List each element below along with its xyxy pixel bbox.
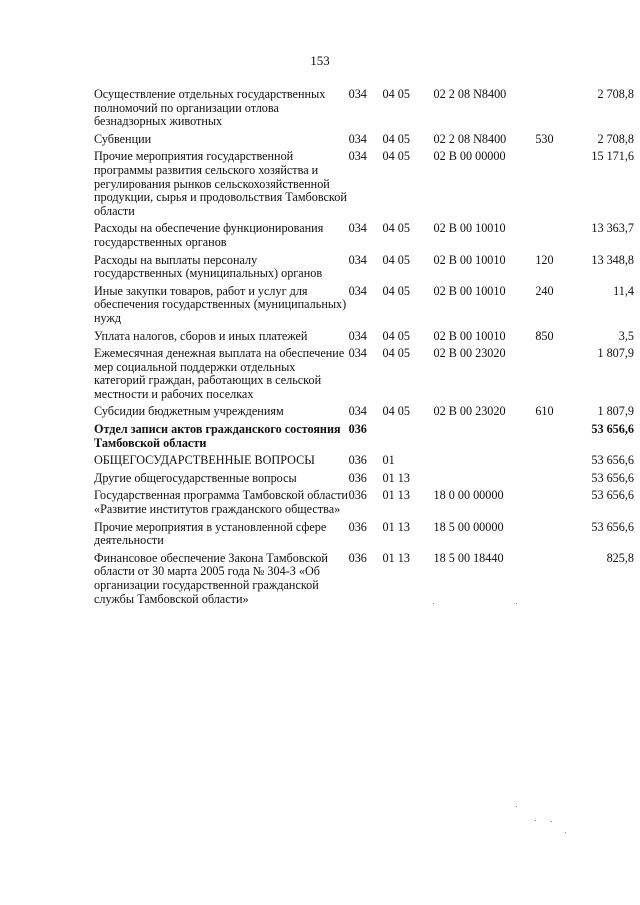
table-row (94, 489, 634, 520)
row-name: Осуществление отдельных государственных полномочий по организации отлова безнадзорных животных (94, 87, 326, 129)
budget-table-body (94, 88, 634, 610)
row-target-article: 02 В 00 10010 (433, 283, 506, 298)
row-section-code: 04 05 (382, 283, 410, 298)
row-name: Иные закупки товаров, работ и услуг для обеспечения государственных (муниципальных) нужд (94, 283, 347, 325)
row-ved-code: 034 (348, 87, 367, 101)
table-row (94, 472, 634, 490)
scan-speck (565, 832, 566, 833)
row-name: Прочие мероприятия государственной программы развития сельского хозяйства и регулирования рынков сельскохозяйственной продукции, сырья и продовольствия Тамбовской области (94, 149, 347, 218)
row-amount: 2 708,8 (597, 131, 634, 146)
row-name: Расходы на обеспечение функционирования государственных органов (94, 221, 324, 249)
table-row (94, 454, 634, 472)
row-name: Финансовое обеспечение Закона Тамбовской области от 30 марта 2005 года № 304-З «Об организации государственной гражданской службы Тамбовской области» (94, 550, 328, 606)
row-expense-type (535, 88, 577, 133)
row-expense-type (535, 521, 577, 552)
row-ved-code: 034 (348, 131, 367, 146)
table-row (94, 88, 634, 133)
row-ved-code: 034 (348, 283, 367, 298)
row-section-code: 04 05 (382, 149, 410, 164)
row-ved-code: 034 (348, 328, 367, 343)
row-ved-code: 034 (348, 252, 367, 267)
row-target-article: 02 В 00 23020 (433, 346, 506, 361)
row-section-code: 01 (382, 453, 395, 468)
row-section-code: 04 05 (382, 346, 410, 361)
row-name: Расходы на выплаты персоналу государственных (муниципальных) органов (94, 252, 323, 281)
row-name: Субсидии бюджетным учреждениям (94, 404, 284, 419)
row-expense-type: 240 (535, 283, 554, 298)
row-amount: 13 363,7 (591, 221, 634, 236)
row-name: Уплата налогов, сборов и иных платежей (94, 328, 308, 343)
row-section-code (383, 423, 434, 454)
row-name: Ежемесячная денежная выплата на обеспечение мер социальной поддержки отдельных категорий граждан, работающих в сельской местности и рабочих поселках (94, 346, 345, 401)
row-amount: 53 656,6 (591, 453, 634, 468)
table-row (94, 423, 634, 454)
row-expense-type (535, 150, 577, 222)
row-amount: 53 656,6 (591, 422, 634, 437)
row-expense-type (535, 347, 577, 405)
row-target-article: 02 2 08 N8400 (433, 131, 507, 146)
row-section-code: 01 13 (382, 488, 410, 503)
table-row (94, 133, 634, 151)
row-expense-type (535, 222, 577, 253)
row-expense-type: 120 (535, 252, 554, 267)
row-name: Государственная программа Тамбовской области «Развитие институтов гражданского общества» (94, 488, 348, 517)
row-amount: 1 807,9 (597, 404, 634, 419)
table-row (94, 347, 634, 405)
row-amount: 11,4 (613, 283, 634, 298)
scan-speck (516, 603, 517, 604)
row-ved-code: 034 (348, 221, 367, 236)
row-section-code: 01 13 (382, 519, 410, 534)
budget-table (94, 88, 634, 610)
row-section-code: 04 05 (382, 252, 410, 267)
row-ved-code: 036 (348, 422, 367, 437)
table-row (94, 521, 634, 552)
row-section-code: 04 05 (382, 131, 410, 146)
row-target-article: 18 5 00 18440 (433, 550, 504, 565)
row-expense-type: 610 (535, 404, 554, 419)
row-ved-code: 034 (348, 404, 367, 419)
scan-speck (535, 820, 536, 821)
row-section-code: 01 13 (382, 470, 410, 485)
table-row (94, 552, 634, 610)
row-amount: 1 807,9 (597, 346, 634, 361)
scan-speck (516, 806, 517, 807)
page-number: 153 (310, 53, 330, 68)
row-amount: 825,8 (606, 550, 634, 565)
row-name: Отдел записи актов гражданского состояния Тамбовской области (94, 422, 341, 450)
row-target-article: 18 0 00 00000 (433, 488, 504, 503)
row-target-article (433, 472, 535, 490)
row-expense-type: 530 (535, 131, 554, 146)
row-amount: 53 656,6 (591, 470, 634, 485)
row-expense-type (535, 472, 577, 490)
row-amount: 53 656,6 (591, 519, 634, 534)
row-target-article: 02 В 00 00000 (433, 149, 506, 164)
table-row (94, 405, 634, 423)
row-expense-type: 850 (535, 328, 554, 343)
row-name: Другие общегосударственные вопросы (94, 470, 297, 485)
row-amount: 13 348,8 (591, 252, 634, 267)
table-row (94, 285, 634, 330)
row-target-article: 02 2 08 N8400 (433, 87, 507, 101)
row-target-article (433, 454, 535, 472)
row-ved-code: 034 (348, 149, 367, 164)
row-target-article: 18 5 00 00000 (433, 519, 504, 534)
row-amount: 53 656,6 (591, 488, 634, 503)
row-ved-code: 036 (348, 550, 367, 565)
table-row (94, 150, 634, 222)
row-ved-code: 036 (348, 519, 367, 534)
row-ved-code: 036 (348, 470, 367, 485)
row-ved-code: 036 (348, 453, 367, 468)
row-name: ОБЩЕГОСУДАРСТВЕННЫЕ ВОПРОСЫ (94, 453, 315, 468)
table-row (94, 222, 634, 253)
table-row (94, 254, 634, 285)
row-amount: 2 708,8 (597, 87, 634, 101)
table-row (94, 330, 634, 348)
row-name: Субвенции (94, 131, 152, 146)
row-target-article (433, 423, 535, 454)
row-expense-type (535, 423, 577, 454)
scan-speck (551, 821, 552, 822)
row-expense-type (535, 454, 577, 472)
scan-speck (433, 603, 434, 604)
row-section-code: 04 05 (382, 87, 410, 101)
row-target-article: 02 В 00 10010 (433, 252, 506, 267)
row-section-code: 04 05 (382, 404, 410, 419)
row-target-article: 02 В 00 10010 (433, 328, 506, 343)
row-section-code: 01 13 (382, 550, 410, 565)
row-name: Прочие мероприятия в установленной сфере деятельности (94, 519, 327, 548)
row-section-code: 04 05 (382, 328, 410, 343)
row-amount: 15 171,6 (591, 149, 634, 164)
row-ved-code: 036 (348, 488, 367, 503)
row-expense-type (535, 552, 577, 610)
row-target-article: 02 В 00 10010 (433, 221, 506, 236)
row-amount: 3,5 (618, 328, 634, 343)
row-section-code: 04 05 (382, 221, 410, 236)
row-target-article: 02 В 00 23020 (433, 404, 506, 419)
row-ved-code: 034 (348, 346, 367, 361)
row-expense-type (535, 489, 577, 520)
